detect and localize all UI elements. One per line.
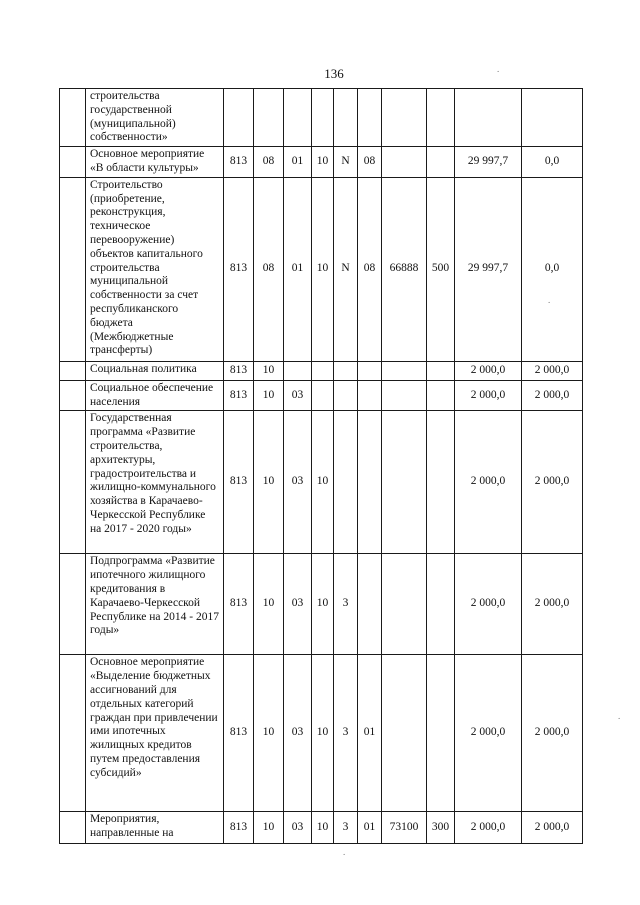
cell-expense-type: 300: [427, 812, 455, 844]
cell-amount-1: 2 000,0: [455, 655, 522, 812]
cell-subsection: 03: [284, 554, 312, 655]
cell-expense-type: [427, 361, 455, 380]
cell-amount-2: 2 000,0: [522, 812, 583, 844]
cell-amount-1: 2 000,0: [455, 361, 522, 380]
blank-cell: [60, 380, 86, 411]
cell-subsection: 03: [284, 812, 312, 844]
cell-amount-2: 0,0: [522, 147, 583, 178]
blank-cell: [60, 655, 86, 812]
cell-subsection: 01: [284, 177, 312, 361]
cell-admin: 813: [224, 655, 254, 812]
cell-section: 10: [254, 655, 284, 812]
cell-expense-type: [427, 147, 455, 178]
blank-cell: [60, 554, 86, 655]
scan-speck: .: [548, 295, 551, 305]
cell-subsection: 03: [284, 655, 312, 812]
cell-subprogram: 3: [334, 655, 358, 812]
cell-event: [358, 361, 382, 380]
cell-event: [358, 411, 382, 554]
cell-amount-1: 29 997,7: [455, 177, 522, 361]
cell-program: 10: [312, 554, 334, 655]
cell-event: [358, 380, 382, 411]
cell-admin: 813: [224, 177, 254, 361]
cell-section: 08: [254, 177, 284, 361]
item-name: Мероприятия, направленные на: [86, 812, 224, 844]
cell-amount-2: 2 000,0: [522, 411, 583, 554]
cell-subprogram: [334, 380, 358, 411]
cell-subsection: 03: [284, 380, 312, 411]
cell-section: 10: [254, 380, 284, 411]
item-name: Строительство (приобретение, реконструкция, техническое перевооружение) объектов капитального строительства муниципальной собственности за счет республиканского бюджета (Межбюджетные трансферты): [86, 177, 224, 361]
item-name: Основное мероприятие «Выделение бюджетных ассигнований для отдельных категорий граждан при привлечении ими ипотечных жилищных кредитов путем предоставления субсидий»: [86, 655, 224, 812]
scan-speck: .: [343, 847, 346, 857]
blank-cell: [60, 89, 86, 147]
cell-amount-2: 2 000,0: [522, 655, 583, 812]
cell-section: 10: [254, 812, 284, 844]
table-row: [60, 147, 583, 178]
cell-amount-1: 2 000,0: [455, 380, 522, 411]
cell-subprogram: [334, 361, 358, 380]
cell-expense-type: 500: [427, 177, 455, 361]
cell-event: [358, 554, 382, 655]
cell-event: 01: [358, 812, 382, 844]
cell-section: 10: [254, 361, 284, 380]
cell-subsection: 01: [284, 147, 312, 178]
cell-amount-1: 2 000,0: [455, 554, 522, 655]
cell-amount-2: 2 000,0: [522, 361, 583, 380]
cell-subprogram: N: [334, 177, 358, 361]
blank-cell: [60, 177, 86, 361]
cell-program: [312, 89, 334, 147]
table-row: [60, 554, 583, 655]
cell-admin: 813: [224, 361, 254, 380]
cell-direction: [382, 411, 427, 554]
cell-admin: 813: [224, 554, 254, 655]
cell-expense-type: [427, 655, 455, 812]
cell-admin: 813: [224, 812, 254, 844]
cell-direction: [382, 380, 427, 411]
cell-subprogram: 3: [334, 812, 358, 844]
cell-program: 10: [312, 411, 334, 554]
item-name: Социальная политика: [86, 361, 224, 380]
cell-program: 10: [312, 812, 334, 844]
cell-program: 10: [312, 147, 334, 178]
table-row: [60, 411, 583, 554]
item-name: Государственная программа «Развитие строительства, архитектуры, градостроительства и жилищно-коммунального хозяйства в Карачаево-Черкесской Республике на 2017 - 2020 годы»: [86, 411, 224, 554]
cell-program: 10: [312, 177, 334, 361]
cell-expense-type: [427, 89, 455, 147]
cell-section: 08: [254, 147, 284, 178]
cell-amount-1: 2 000,0: [455, 812, 522, 844]
table-row: [60, 361, 583, 380]
item-name: Социальное обеспечение населения: [86, 380, 224, 411]
item-name: Подпрограмма «Развитие ипотечного жилищного кредитования в Карачаево-Черкесской Республике на 2014 - 2017 годы»: [86, 554, 224, 655]
cell-program: 10: [312, 655, 334, 812]
cell-section: 10: [254, 554, 284, 655]
table-row: [60, 655, 583, 812]
scan-speck: .: [497, 64, 500, 74]
cell-amount-2: 0,0: [522, 177, 583, 361]
cell-direction: 73100: [382, 812, 427, 844]
cell-admin: 813: [224, 380, 254, 411]
cell-subsection: [284, 89, 312, 147]
cell-admin: 813: [224, 147, 254, 178]
cell-subprogram: N: [334, 147, 358, 178]
blank-cell: [60, 361, 86, 380]
table-row: [60, 812, 583, 844]
cell-event: 01: [358, 655, 382, 812]
cell-subprogram: 3: [334, 554, 358, 655]
cell-event: 08: [358, 147, 382, 178]
cell-amount-1: [455, 89, 522, 147]
cell-subsection: [284, 361, 312, 380]
cell-subprogram: [334, 411, 358, 554]
cell-admin: [224, 89, 254, 147]
cell-amount-2: 2 000,0: [522, 380, 583, 411]
cell-section: 10: [254, 411, 284, 554]
cell-direction: [382, 554, 427, 655]
cell-subprogram: [334, 89, 358, 147]
cell-direction: [382, 147, 427, 178]
cell-expense-type: [427, 380, 455, 411]
cell-amount-2: 2 000,0: [522, 554, 583, 655]
page-number: 136: [324, 66, 344, 81]
cell-admin: 813: [224, 411, 254, 554]
cell-amount-2: [522, 89, 583, 147]
table-row: [60, 177, 583, 361]
budget-table: [59, 88, 583, 844]
item-name: строительства государственной (муниципальной) собственности»: [86, 89, 224, 147]
table-row: [60, 380, 583, 411]
cell-direction: 66888: [382, 177, 427, 361]
item-name: Основное мероприятие «В области культуры»: [86, 147, 224, 178]
cell-program: [312, 361, 334, 380]
blank-cell: [60, 147, 86, 178]
cell-event: 08: [358, 177, 382, 361]
table-row: [60, 89, 583, 147]
cell-section: [254, 89, 284, 147]
blank-cell: [60, 411, 86, 554]
cell-direction: [382, 655, 427, 812]
blank-cell: [60, 812, 86, 844]
cell-amount-1: 29 997,7: [455, 147, 522, 178]
cell-direction: [382, 89, 427, 147]
cell-expense-type: [427, 411, 455, 554]
scan-speck: .: [618, 711, 621, 721]
cell-subsection: 03: [284, 411, 312, 554]
cell-program: [312, 380, 334, 411]
cell-amount-1: 2 000,0: [455, 411, 522, 554]
cell-direction: [382, 361, 427, 380]
cell-event: [358, 89, 382, 147]
cell-expense-type: [427, 554, 455, 655]
